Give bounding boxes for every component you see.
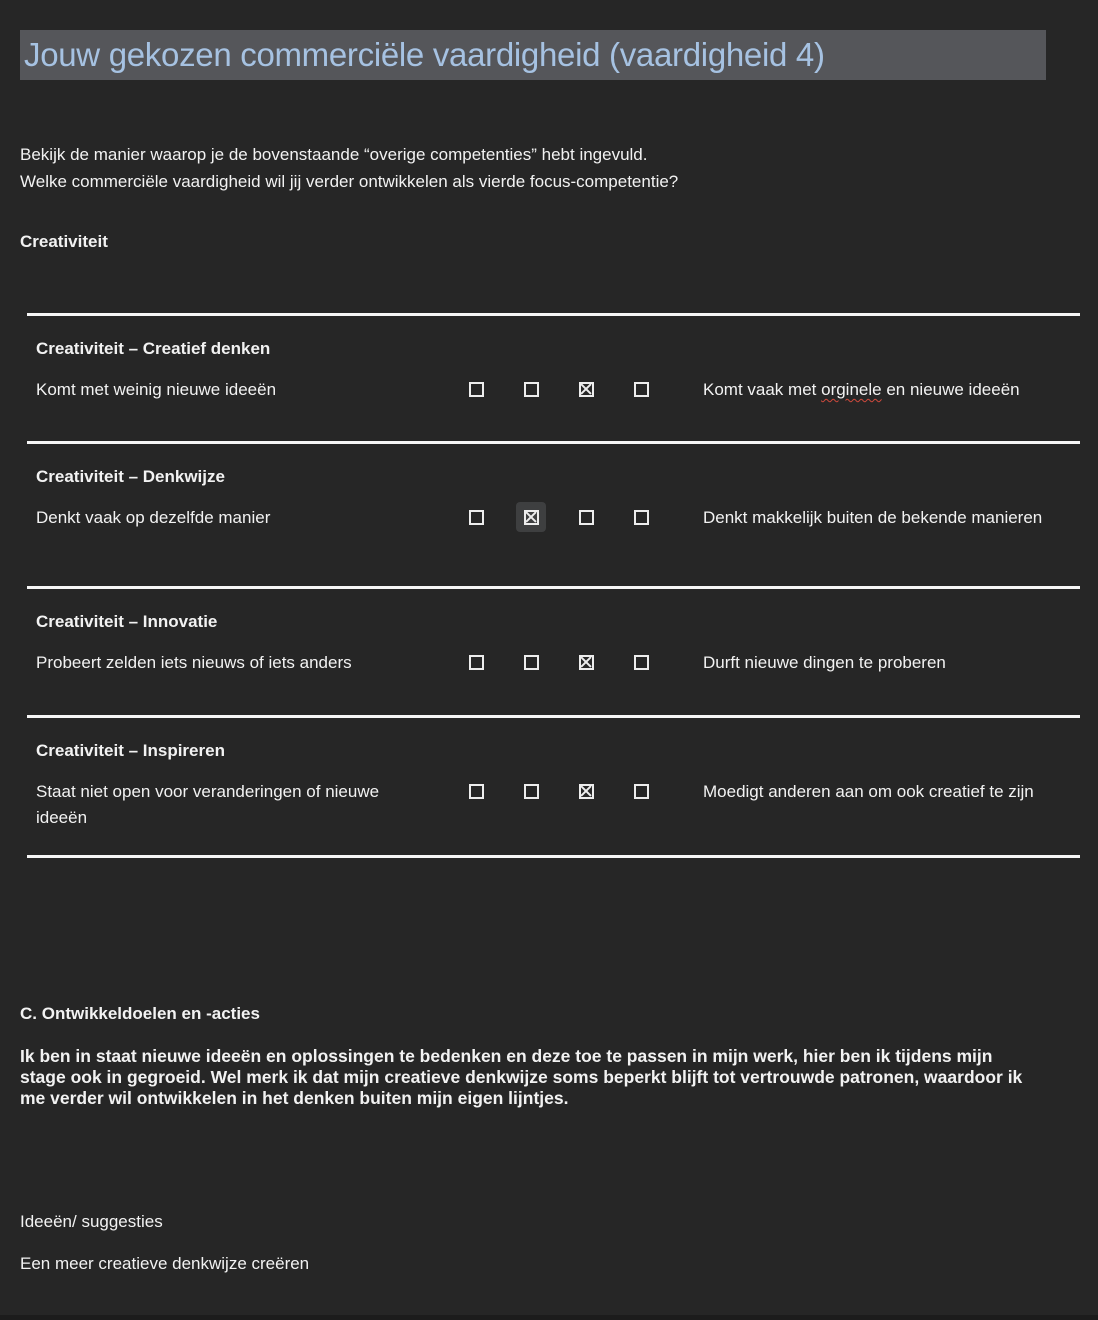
checkbox-icon[interactable] (634, 655, 649, 670)
checkbox-icon[interactable] (524, 382, 539, 397)
rating-cell (626, 776, 656, 806)
development-section-heading: C. Ontwikkeldoelen en -acties (20, 1004, 260, 1023)
statement-negative: Denkt vaak op dezelfde manier (36, 508, 271, 527)
competency-row-header: Creativiteit – Inspireren (36, 741, 225, 760)
checkbox-icon[interactable] (634, 510, 649, 525)
statement-text: Moedigt anderen aan om ook creatief te zijn (703, 782, 1034, 801)
page-title: Jouw gekozen commerciële vaardigheid (vaardigheid 4) (24, 36, 825, 73)
competency-row-denkwijze (27, 441, 1080, 586)
rating-checkbox-group (461, 647, 681, 677)
checkbox-icon[interactable] (524, 655, 539, 670)
checkbox-checked-icon[interactable] (524, 510, 539, 525)
rating-cell (516, 776, 546, 806)
statement-text: en nieuwe ideeën (881, 380, 1020, 399)
rating-checkbox-group (461, 776, 681, 806)
rating-cell (461, 776, 491, 806)
statement-text: Denkt makkelijk buiten de bekende manieren (703, 508, 1043, 527)
rating-cell (571, 374, 601, 404)
checkbox-icon[interactable] (469, 510, 484, 525)
rating-cell (516, 647, 546, 677)
rating-checkbox-group (461, 374, 681, 404)
statement-positive (703, 779, 1088, 805)
rating-cell (571, 647, 601, 677)
rating-cell (571, 776, 601, 806)
competency-row-innovatie (27, 586, 1080, 715)
checkbox-icon[interactable] (469, 382, 484, 397)
intro-line-1: Bekijk de manier waarop je de bovenstaande “overige competenties” hebt ingevuld. (20, 145, 648, 164)
checkbox-icon[interactable] (469, 655, 484, 670)
development-goal-text: Ik ben in staat nieuwe ideeën en oplossingen te bedenken en deze toe te passen in mijn werk, hier ben ik tijdens mijn stage ook in gegroeid. Wel merk ik dat mijn creatieve denkwijze soms beperkt blijft tot vertrouwde patronen, waardoor ik me verder wil ontwikkelen in het denken buiten mijn eigen lijntjes. (20, 1046, 1023, 1108)
document-title-highlight (20, 30, 1046, 80)
checkbox-icon[interactable] (579, 510, 594, 525)
competency-table (27, 313, 1080, 858)
rating-cell (516, 374, 546, 404)
statement-negative: Probeert zelden iets nieuws of iets anders (36, 653, 352, 672)
checkbox-icon[interactable] (634, 382, 649, 397)
misspelled-word: orginele (821, 380, 882, 399)
rating-cell (626, 374, 656, 404)
competency-row-header: Creativiteit – Denkwijze (36, 467, 225, 486)
ideas-suggestions-label: Ideeën/ suggesties (20, 1212, 163, 1231)
checkbox-checked-icon[interactable] (579, 382, 594, 397)
category-label: Creativiteit (20, 232, 108, 251)
competency-row-header: Creativiteit – Creatief denken (36, 339, 271, 358)
rating-cell (461, 374, 491, 404)
rating-cell (626, 502, 656, 532)
rating-cell (461, 647, 491, 677)
competency-row-creatief-denken (27, 313, 1080, 441)
intro-paragraph (20, 144, 1040, 198)
statement-positive (703, 377, 1088, 403)
page-bottom-edge (0, 1315, 1098, 1320)
checkbox-checked-icon[interactable] (579, 784, 594, 799)
rating-cell-highlighted (516, 502, 546, 532)
rating-cell (626, 647, 656, 677)
statement-text: Durft nieuwe dingen te proberen (703, 653, 946, 672)
checkbox-icon[interactable] (524, 784, 539, 799)
idea-suggestion-text: Een meer creatieve denkwijze creëren (20, 1254, 310, 1273)
statement-negative: Komt met weinig nieuwe ideeën (36, 380, 277, 399)
rating-checkbox-group (461, 502, 681, 532)
statement-positive (703, 505, 1088, 531)
rating-cell (571, 502, 601, 532)
checkbox-icon[interactable] (469, 784, 484, 799)
statement-text: Komt vaak met (703, 380, 822, 399)
checkbox-checked-icon[interactable] (579, 655, 594, 670)
rating-cell (461, 502, 491, 532)
intro-line-2: Welke commerciële vaardigheid wil jij verder ontwikkelen als vierde focus-competentie? (20, 172, 679, 191)
statement-negative: Staat niet open voor veranderingen of nieuwe ideeën (36, 782, 380, 827)
competency-row-header: Creativiteit – Innovatie (36, 612, 218, 631)
checkbox-icon[interactable] (634, 784, 649, 799)
competency-row-inspireren (27, 715, 1080, 858)
statement-positive (703, 650, 1088, 676)
